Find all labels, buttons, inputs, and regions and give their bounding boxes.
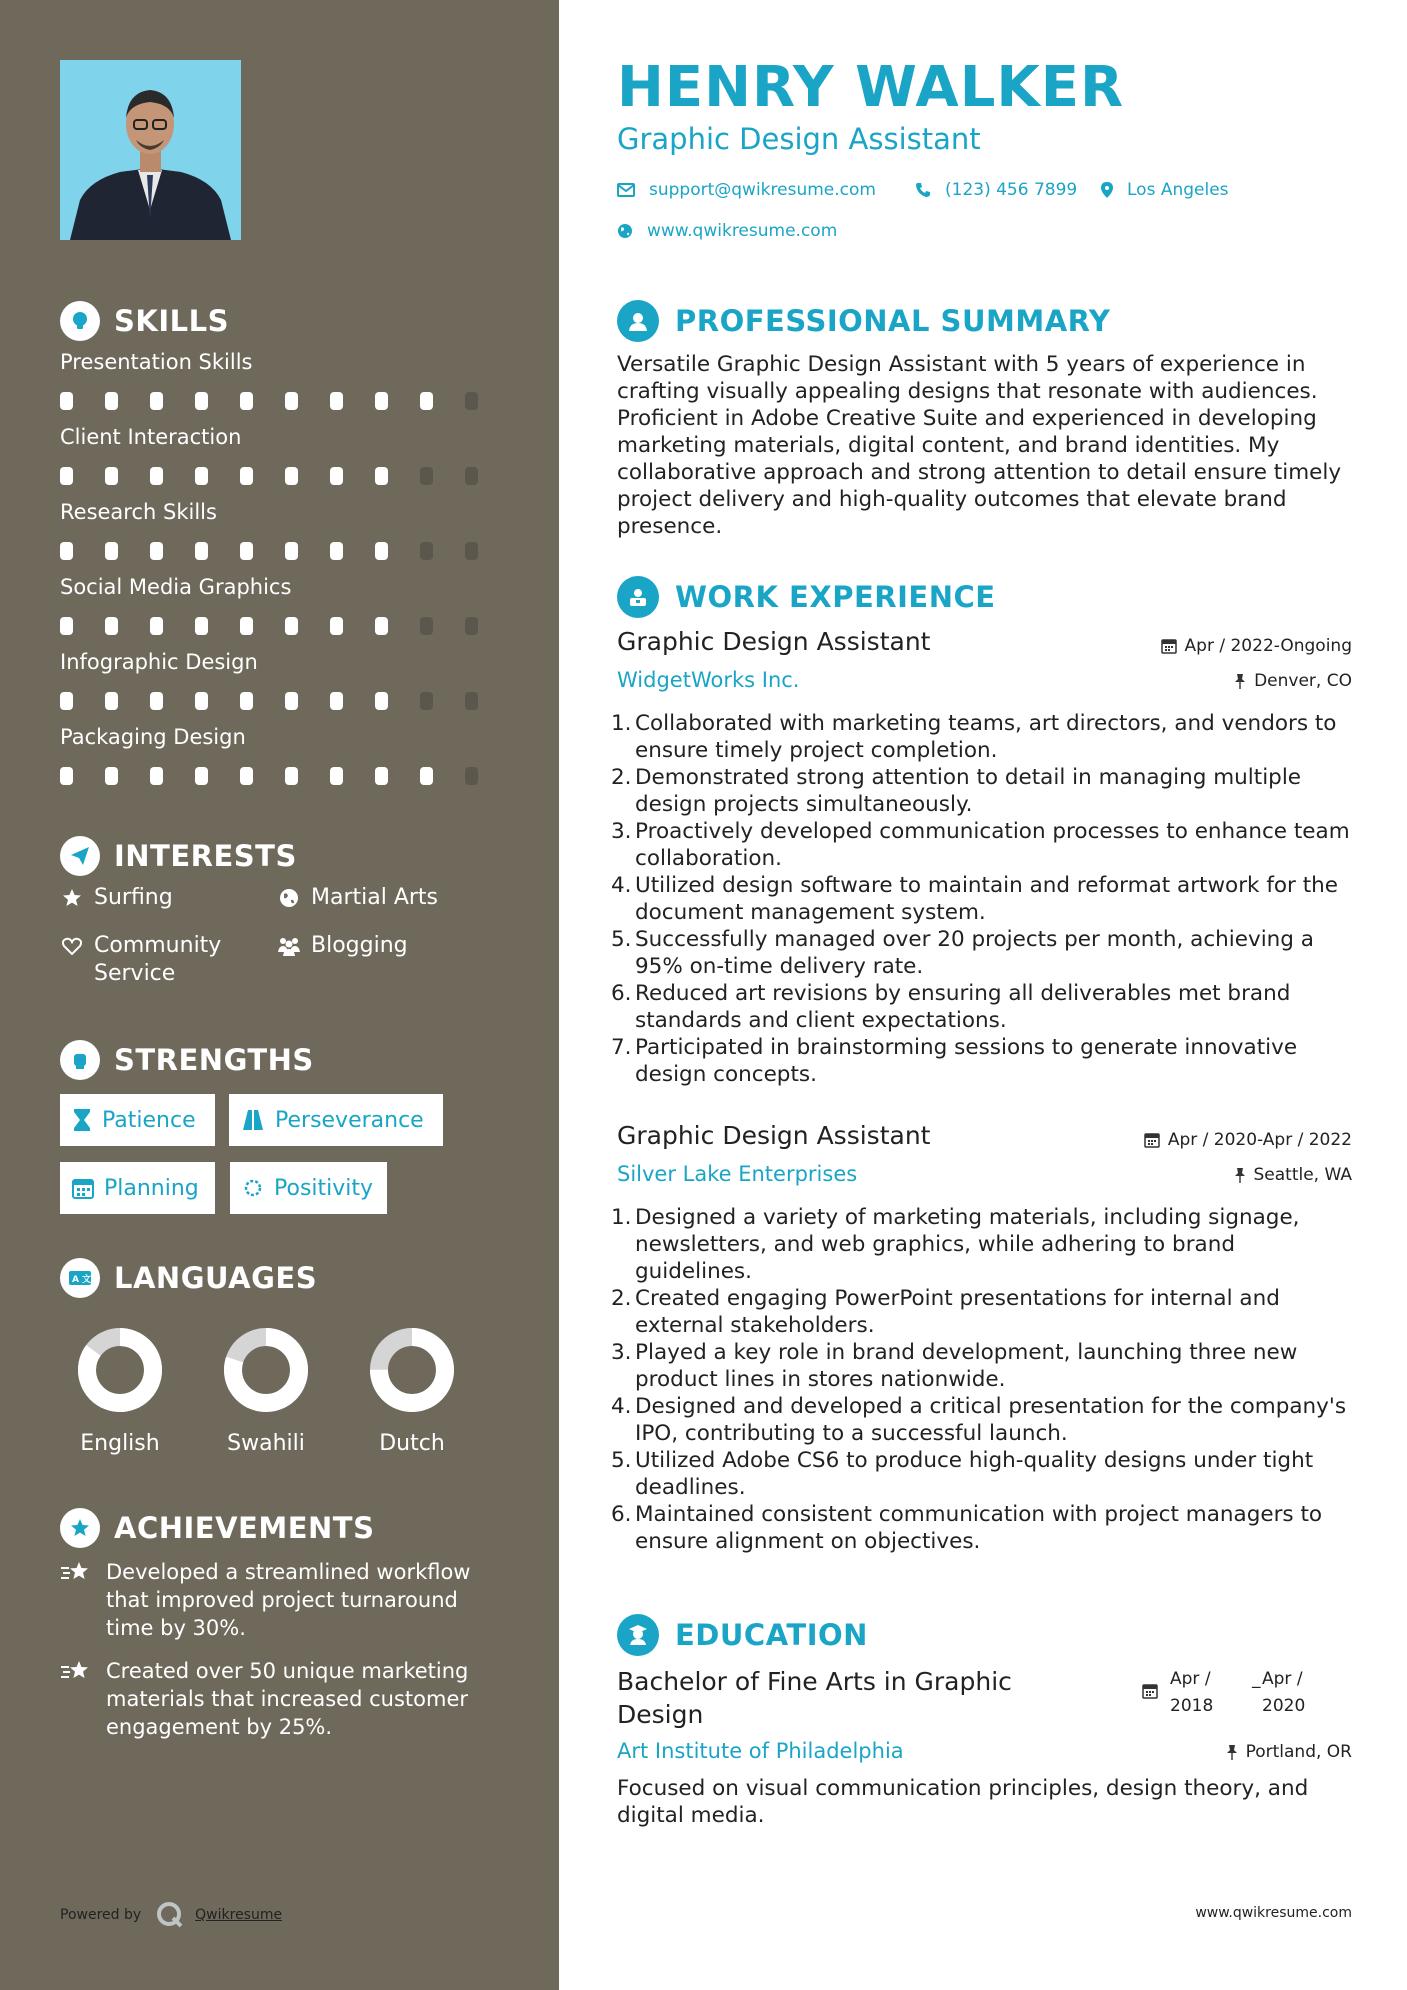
bullet-text: Utilized Adobe CS6 to produce high-quality designs under tight deadlines. <box>635 1448 1314 1500</box>
heart-icon <box>60 932 84 960</box>
rating-dot-filled <box>195 467 208 485</box>
rating-dot-filled <box>375 692 388 710</box>
skill-row <box>60 725 510 785</box>
bullet-number: 5. <box>611 927 632 952</box>
job-location: Seattle, WA <box>1234 1165 1353 1185</box>
job-bullets <box>611 1204 1353 1555</box>
job-location: Denver, CO <box>1234 671 1352 691</box>
rating-dot-filled <box>60 467 73 485</box>
interest-martial-arts: Martial Arts <box>277 884 438 912</box>
rating-dot-filled <box>375 617 388 635</box>
language-item <box>191 1325 341 1456</box>
skill-row <box>60 500 510 560</box>
interest-blogging: Blogging <box>277 932 408 960</box>
candidate-name: HENRY WALKER <box>617 55 1125 120</box>
bullet-text: Utilized design software to maintain and reformat artwork for the document management system. <box>635 873 1339 925</box>
rating-dot-filled <box>285 392 298 410</box>
sidebar <box>0 0 559 1990</box>
bullet-item <box>611 1285 1353 1339</box>
education-heading: EDUCATION <box>617 1614 868 1656</box>
rating-dot-filled <box>195 392 208 410</box>
summary-heading: PROFESSIONAL SUMMARY <box>617 300 1110 342</box>
rating-dot-empty <box>465 692 478 710</box>
bullet-text: Demonstrated strong attention to detail in managing multiple design projects simultaneously. <box>635 765 1302 817</box>
skill-rating <box>60 692 510 710</box>
contact-email[interactable]: support@qwikresume.com <box>617 180 876 200</box>
skill-name: Research Skills <box>60 500 217 524</box>
interest-community-service: Community Service <box>60 932 260 988</box>
bullet-item <box>611 872 1353 926</box>
job-title: Graphic Design Assistant <box>617 627 931 656</box>
skill-row <box>60 350 510 410</box>
bullet-item <box>611 926 1353 980</box>
rating-dot-filled <box>375 767 388 785</box>
calendar-icon <box>1161 638 1177 654</box>
education-end: Apr / 2020 <box>1262 1669 1306 1716</box>
hourglass-icon <box>72 1108 92 1132</box>
pushpin-icon <box>1234 1167 1246 1183</box>
bullet-text: Proactively developed communication processes to enhance team collaboration. <box>635 819 1350 871</box>
rating-dot-filled <box>60 692 73 710</box>
job-title: Graphic Design Assistant <box>617 1121 931 1150</box>
degree-title: Bachelor of Fine Arts in Graphic Design <box>617 1667 1012 1729</box>
users-icon <box>277 932 301 960</box>
skill-name: Infographic Design <box>60 650 258 674</box>
strength-chip-perseverance: Perseverance <box>229 1094 443 1146</box>
achievement-item: Created over 50 unique marketing materials that increased customer engagement by 25%. <box>60 1657 510 1741</box>
translate-icon <box>60 1258 100 1298</box>
pushpin-icon <box>1226 1744 1238 1760</box>
language-item <box>337 1325 487 1456</box>
bullet-number: 1. <box>611 1205 632 1230</box>
achievement-item: Developed a streamlined workflow that improved project turnaround time by 30%. <box>60 1558 510 1642</box>
fist-icon <box>60 1040 100 1080</box>
education-calendar-icon <box>1142 1683 1158 1703</box>
skill-name: Client Interaction <box>60 425 242 449</box>
skills-heading: SKILLS <box>60 301 229 341</box>
skill-rating <box>60 617 510 635</box>
strength-chip-planning: Planning <box>60 1162 215 1214</box>
languages-heading: A 文 LANGUAGES <box>60 1258 317 1298</box>
rating-dot-filled <box>240 467 253 485</box>
company-name: Silver Lake Enterprises <box>617 1162 858 1186</box>
rating-dot-filled <box>330 617 343 635</box>
pushpin-icon <box>1234 673 1246 689</box>
rating-dot-filled <box>195 617 208 635</box>
bullet-item <box>611 980 1353 1034</box>
rating-dot-filled <box>105 767 118 785</box>
rating-dot-filled <box>420 392 433 410</box>
interests-heading: INTERESTS <box>60 836 297 876</box>
rating-dot-filled <box>60 767 73 785</box>
candidate-title: Graphic Design Assistant <box>617 122 981 156</box>
bullet-number: 1. <box>611 711 632 736</box>
date-separator: _ <box>1252 1669 1261 1689</box>
rating-dot-filled <box>285 692 298 710</box>
bullet-item <box>611 1034 1353 1088</box>
rating-dot-filled <box>375 392 388 410</box>
qwikresume-logo-icon <box>155 1900 185 1930</box>
calendar-icon <box>1144 1132 1160 1148</box>
rating-dot-empty <box>465 392 478 410</box>
rating-dot-filled <box>150 692 163 710</box>
shooting-star-icon <box>60 1657 92 1741</box>
envelope-icon <box>617 183 635 197</box>
language-proficiency-ring <box>367 1325 457 1415</box>
sun-icon <box>242 1177 264 1199</box>
rating-dot-filled <box>285 617 298 635</box>
map-pin-icon <box>1101 182 1113 198</box>
paper-plane-icon <box>60 836 100 876</box>
contact-phone[interactable]: (123) 456 7899 <box>915 180 1077 200</box>
language-name: Swahili <box>227 1431 305 1456</box>
rating-dot-empty <box>420 692 433 710</box>
rating-dot-filled <box>150 392 163 410</box>
rating-dot-empty <box>465 617 478 635</box>
bullet-number: 5. <box>611 1448 632 1473</box>
rating-dot-filled <box>105 617 118 635</box>
skill-row <box>60 575 510 635</box>
contact-location: Los Angeles <box>1101 180 1229 200</box>
rating-dot-filled <box>105 692 118 710</box>
school-name: Art Institute of Philadelphia <box>617 1739 904 1763</box>
bullet-item <box>611 1204 1353 1285</box>
skill-row <box>60 425 510 485</box>
bullet-text: Designed and developed a critical presentation for the company's IPO, contributing to a successful launch. <box>635 1394 1347 1446</box>
bullet-number: 4. <box>611 873 632 898</box>
rating-dot-filled <box>330 692 343 710</box>
rating-dot-filled <box>195 542 208 560</box>
rating-dot-filled <box>240 542 253 560</box>
rating-dot-empty <box>465 542 478 560</box>
rating-dot-filled <box>105 542 118 560</box>
bullet-item <box>611 1339 1353 1393</box>
experience-heading: WORK EXPERIENCE <box>617 576 996 618</box>
rating-dot-filled <box>285 767 298 785</box>
skill-rating <box>60 392 510 410</box>
bullet-text: Successfully managed over 20 projects per month, achieving a 95% on-time delivery rate. <box>635 927 1314 979</box>
profile-photo <box>60 60 241 240</box>
svg-text:A: A <box>72 1275 80 1285</box>
rating-dot-filled <box>375 467 388 485</box>
rating-dot-filled <box>330 467 343 485</box>
bullet-item <box>611 710 1353 764</box>
rating-dot-filled <box>330 542 343 560</box>
rating-dot-filled <box>60 542 73 560</box>
job-dates: Apr / 2022-Ongoing <box>1161 636 1352 656</box>
bullet-text: Designed a variety of marketing materials, including signage, newsletters, and web graphics, while adhering to brand guidelines. <box>635 1205 1300 1284</box>
rating-dot-filled <box>420 767 433 785</box>
strength-chip-positivity: Positivity <box>230 1162 387 1214</box>
skill-rating <box>60 467 510 485</box>
skill-name: Packaging Design <box>60 725 246 749</box>
rating-dot-filled <box>195 692 208 710</box>
star-icon <box>60 884 84 912</box>
road-icon <box>241 1110 265 1130</box>
company-name: WidgetWorks Inc. <box>617 668 800 692</box>
bullet-number: 3. <box>611 819 632 844</box>
education-description: Focused on visual communication principles, design theory, and digital media. <box>617 1776 1309 1828</box>
education-start: Apr / 2018 <box>1170 1669 1214 1716</box>
skill-rating <box>60 542 510 560</box>
rating-dot-filled <box>60 617 73 635</box>
rating-dot-filled <box>330 392 343 410</box>
bullet-number: 6. <box>611 981 632 1006</box>
trophy-star-icon <box>60 1508 100 1548</box>
bullet-number: 3. <box>611 1340 632 1365</box>
bullet-text: Collaborated with marketing teams, art directors, and vendors to ensure timely project completion. <box>635 711 1337 763</box>
footer-url[interactable]: www.qwikresume.com <box>1195 1905 1352 1921</box>
achievements-heading: ACHIEVEMENTS <box>60 1508 374 1548</box>
bullet-item <box>611 818 1353 872</box>
language-name: Dutch <box>379 1431 445 1456</box>
bullet-number: 6. <box>611 1502 632 1527</box>
rating-dot-filled <box>285 467 298 485</box>
main-content <box>611 0 1352 1990</box>
bullet-text: Reduced art revisions by ensuring all deliverables met brand standards and client expectations. <box>635 981 1291 1033</box>
rating-dot-filled <box>105 467 118 485</box>
bullet-number: 7. <box>611 1035 632 1060</box>
phone-icon <box>915 182 931 198</box>
rating-dot-filled <box>150 767 163 785</box>
rating-dot-filled <box>285 542 298 560</box>
language-proficiency-ring <box>75 1325 165 1415</box>
rating-dot-empty <box>420 542 433 560</box>
bullet-number: 2. <box>611 1286 632 1311</box>
rating-dot-filled <box>150 542 163 560</box>
rating-dot-filled <box>150 617 163 635</box>
rating-dot-empty <box>465 767 478 785</box>
skill-name: Presentation Skills <box>60 350 253 374</box>
rating-dot-filled <box>150 467 163 485</box>
bullet-item <box>611 1393 1353 1447</box>
skill-row <box>60 650 510 710</box>
bullet-item <box>611 1501 1353 1555</box>
bullet-text: Created engaging PowerPoint presentations for internal and external stakeholders. <box>635 1286 1280 1338</box>
svg-text:文: 文 <box>82 1275 92 1285</box>
graduate-icon <box>617 1614 659 1656</box>
bullet-number: 4. <box>611 1394 632 1419</box>
bullet-text: Played a key role in brand development, launching three new product lines in stores nationwide. <box>635 1340 1298 1392</box>
skill-rating <box>60 767 510 785</box>
skill-name: Social Media Graphics <box>60 575 292 599</box>
globe-icon <box>617 223 633 239</box>
summary-text: Versatile Graphic Design Assistant with 5 years of experience in crafting visually appealing designs that resonate with audiences. Proficient in Adobe Creative Suite and experienced in developing marketing materials, digital content, and brand identities. My collaborative approach and strong attention to detail ensure timely project delivery and high-quality outcomes that elevate brand presence. <box>617 352 1342 539</box>
job-dates: Apr / 2020-Apr / 2022 <box>1144 1130 1352 1150</box>
rating-dot-filled <box>330 767 343 785</box>
rating-dot-filled <box>240 392 253 410</box>
calendar-icon <box>72 1177 94 1199</box>
lightbulb-icon <box>60 301 100 341</box>
rating-dot-filled <box>195 767 208 785</box>
rating-dot-filled <box>240 692 253 710</box>
rating-dot-empty <box>465 467 478 485</box>
job-bullets <box>611 710 1353 1088</box>
rating-dot-filled <box>375 542 388 560</box>
rating-dot-filled <box>105 392 118 410</box>
rating-dot-filled <box>240 617 253 635</box>
language-name: English <box>80 1431 160 1456</box>
briefcase-user-icon <box>617 576 659 618</box>
shooting-star-icon <box>60 1558 92 1642</box>
rating-dot-filled <box>60 392 73 410</box>
globe-icon <box>277 884 301 912</box>
bullet-text: Participated in brainstorming sessions to generate innovative design concepts. <box>635 1035 1298 1087</box>
interest-surfing: Surfing <box>60 884 173 912</box>
qwikresume-link[interactable]: Qwikresume <box>195 1907 283 1923</box>
bullet-text: Maintained consistent communication with project managers to ensure alignment on objectives. <box>635 1502 1323 1554</box>
strength-chip-patience: Patience <box>60 1094 215 1146</box>
rating-dot-empty <box>420 617 433 635</box>
rating-dot-empty <box>420 467 433 485</box>
bullet-item <box>611 764 1353 818</box>
education-location: Portland, OR <box>1226 1742 1352 1762</box>
language-item <box>45 1325 195 1456</box>
rating-dot-filled <box>240 767 253 785</box>
language-proficiency-ring <box>221 1325 311 1415</box>
bullet-item <box>611 1447 1353 1501</box>
user-icon <box>617 300 659 342</box>
bullet-number: 2. <box>611 765 632 790</box>
contact-website[interactable]: www.qwikresume.com <box>617 221 837 241</box>
strengths-heading: STRENGTHS <box>60 1040 314 1080</box>
powered-by: Powered by Qwikresume <box>60 1900 282 1930</box>
